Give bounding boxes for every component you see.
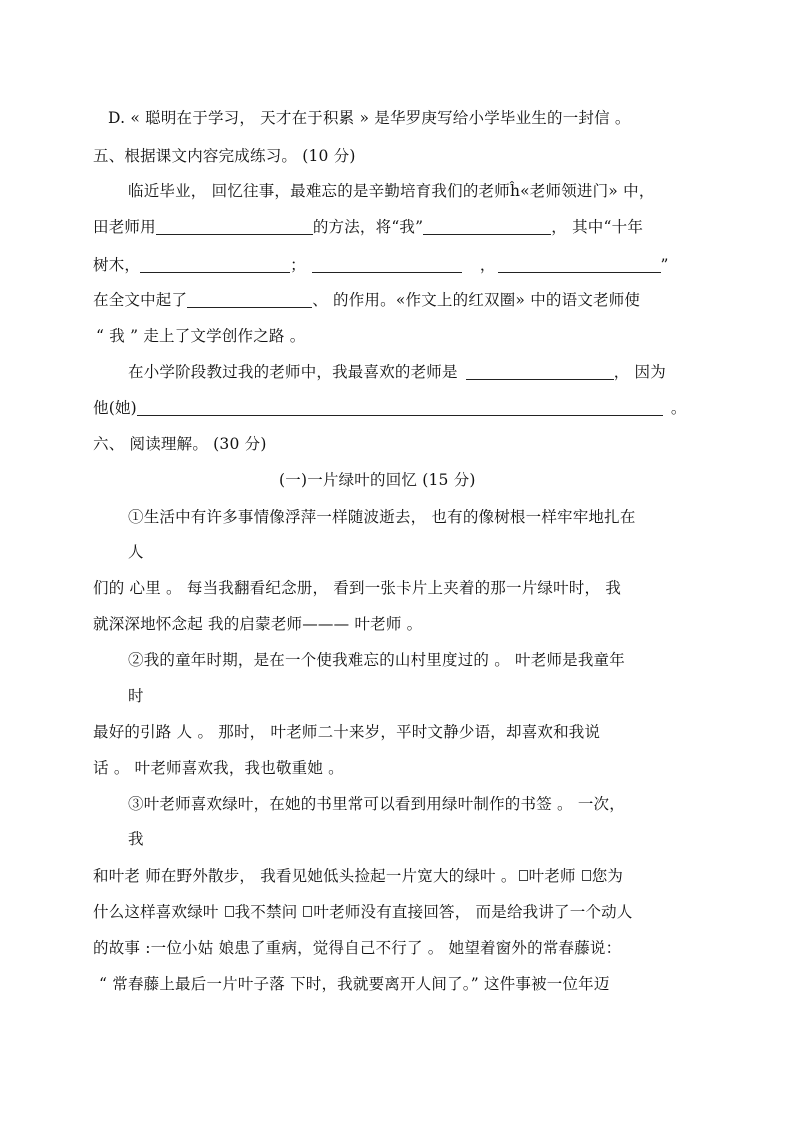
sec5-text: 他(她) (93, 399, 137, 417)
fill-blank[interactable] (156, 218, 313, 235)
reading-para3-line5: 的故事 :一位小姑 娘患了重病，觉得自己不行了 。 她望着窗外的常春藤说： (93, 939, 622, 957)
sec5-text: 的方法，将“我” (312, 218, 424, 236)
sec5-text: ， 因为 (613, 363, 666, 381)
section-5-heading: 五、根据课文内容完成练习。 (10 分) (93, 147, 356, 165)
sec5-text: 田老师用 (93, 218, 156, 236)
sec5-text: ； (290, 256, 306, 274)
reading-para2-line3: 最好的引路 人 。 那时， 叶老师二十来岁，平时文静少语，却喜欢和我说 (93, 723, 601, 741)
reading-para1-line3: 们的 心里 。 每当我翻看纪念册， 看到一张卡片上夹着的那一片绿叶时， 我 (93, 579, 622, 597)
option-d-text: D. « 聪明在于学习， 天才在于积累 » 是华罗庚写给小学毕业生的一封信 。 (108, 109, 631, 127)
missing-glyph-box (225, 906, 234, 917)
fill-blank[interactable] (498, 256, 661, 273)
fill-blank[interactable] (312, 256, 462, 273)
sec5-text: ” (660, 256, 669, 274)
fill-blank[interactable] (137, 399, 663, 416)
garbled-mark: ĥ (509, 182, 521, 200)
reading-text: 叶老师 (528, 867, 576, 885)
sec5-para2-line1 (128, 361, 666, 383)
reading-para2-line1: ②我的童年时期，是在一个使我难忘的山村里度过的 。 叶老师是我童年 (128, 651, 625, 669)
sec5-text: 临近毕业， 回忆往事，最难忘的是辛勤培育我们的老师 (128, 182, 510, 200)
reading-para3-line1: ③叶老师喜欢绿叶，在她的书里常可以看到用绿叶制作的书签 。 一次， (128, 795, 625, 813)
reading-para3-line6: “ 常春藤上最后一片叶子落 下时，我就要离开人间了。” 这件事被一位年迈 (99, 975, 610, 993)
fill-blank[interactable] (187, 291, 312, 308)
sec5-para1-line3 (93, 254, 669, 276)
sec5-text: ， (479, 256, 496, 274)
reading-para1-line2: 人 (128, 543, 144, 561)
sec5-para1-line1 (128, 180, 655, 202)
reading-para3-line2: 我 (128, 830, 144, 848)
reading-text: 叶老师没有直接回答， 而是给我讲了一个动人 (313, 903, 633, 921)
section-6-heading: 六、 阅读理解。 (30 分) (93, 435, 267, 453)
sec5-text: 树木， (93, 256, 141, 274)
sec5-text: «老师领进门» 中， (520, 182, 655, 200)
sec5-para1-line4 (93, 289, 640, 311)
fill-blank[interactable] (466, 363, 614, 380)
fill-blank[interactable] (140, 256, 290, 273)
reading-para3-line4 (93, 901, 633, 923)
reading-para2-line4: 话 。 叶老师喜欢我，我也敬重她 。 (93, 759, 344, 777)
reading-para2-line2: 时 (128, 687, 144, 705)
sec5-para1-line2 (93, 216, 643, 238)
sec5-para2-line2 (93, 397, 687, 419)
fill-blank[interactable] (423, 218, 551, 235)
missing-glyph-box (303, 906, 312, 917)
reading-para1-line4: 就深深地怀念起 我的启蒙老师——— 叶老师 。 (93, 615, 423, 633)
reading-text: 和叶老 师在野外散步， 我看见她低头捡起一片宽大的绿叶 。 (93, 867, 517, 885)
reading-title: (一)一片绿叶的回忆 (15 分) (279, 471, 476, 489)
missing-glyph-box (582, 870, 591, 881)
reading-text: 什么这样喜欢绿叶 (93, 903, 219, 921)
sec5-text: 。 (670, 399, 687, 417)
sec5-para1-line5: “ 我 ” 走上了文学创作之路 。 (96, 327, 306, 345)
sec5-text: ， 其中“十年 (551, 218, 644, 236)
sec5-text: 、 的作用。«作文上的红双圈» 中的语文老师使 (312, 291, 641, 309)
reading-text: 您为 (591, 867, 624, 885)
sec5-text: 在全文中起了 (93, 291, 188, 309)
reading-text: 我不禁问 (234, 903, 298, 921)
sec5-text: 在小学阶段教过我的老师中，我最喜欢的老师是 (128, 363, 458, 381)
reading-para1-line1: ①生活中有许多事情像浮萍一样随波逝去， 也有的像树根一样牢牢地扎在 (128, 508, 636, 526)
missing-glyph-box (519, 870, 528, 881)
reading-para3-line3 (93, 865, 623, 887)
